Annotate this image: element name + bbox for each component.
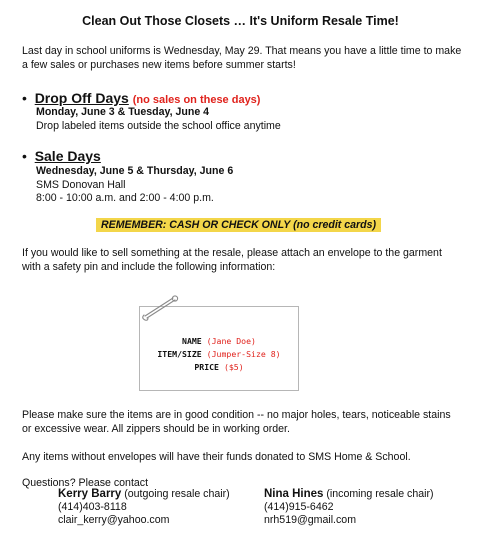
tag-name-label: NAME	[182, 336, 202, 346]
contact-role: (outgoing resale chair)	[124, 488, 230, 500]
safety-pin-icon	[140, 292, 180, 322]
bullet-mark: •	[22, 148, 27, 164]
dropoff-section	[22, 91, 260, 107]
intro-paragraph: Last day in school uniforms is Wednesday, May 29. That means you have a little time to make a few sales or purchases new items before summer starts!	[22, 45, 462, 71]
donation-paragraph: Any items without envelopes will have their funds donated to SMS Home & School.	[22, 451, 411, 463]
sale-heading: Sale Days	[34, 148, 101, 164]
contact-name: Nina Hines	[264, 488, 324, 500]
contact-phone: (414)915-6462	[264, 501, 334, 513]
tag-price-line	[140, 361, 298, 374]
tag-name-line	[140, 335, 298, 348]
dropoff-details	[36, 106, 281, 133]
dropoff-detail: Drop labeled items outside the school office anytime	[36, 119, 281, 132]
dropoff-note: (no sales on these days)	[132, 94, 261, 106]
sale-details	[36, 165, 233, 206]
dropoff-dates: Monday, June 3 & Tuesday, June 4	[36, 106, 210, 118]
contact-role: (incoming resale chair)	[326, 488, 434, 500]
contact-card-nina	[264, 488, 434, 527]
contact-card-kerry	[58, 488, 230, 527]
contact-phone: (414)403-8118	[58, 501, 127, 513]
contact-email[interactable]: clair_kerry@yahoo.com	[58, 514, 170, 526]
contact-name: Kerry Barry	[58, 488, 122, 500]
condition-paragraph: Please make sure the items are in good condition -- no major holes, tears, noticeable stains or excessive wear. All zippers should be in working order.	[22, 409, 451, 435]
sale-section	[22, 149, 101, 163]
tag-price-label: PRICE	[194, 362, 219, 372]
instructions-paragraph: If you would like to sell something at the resale, please attach an envelope to the garment with a safety pin and include the following information:	[22, 247, 442, 273]
payment-reminder: REMEMBER: CASH OR CHECK ONLY (no credit cards)	[96, 218, 381, 232]
bullet-mark: •	[22, 90, 27, 106]
questions-line: Questions? Please contact	[22, 477, 149, 489]
sale-hours: 8:00 - 10:00 a.m. and 2:00 - 4:00 p.m.	[36, 192, 214, 204]
tag-item-example: (Jumper-Size 8)	[206, 349, 281, 359]
tag-name-example: (Jane Doe)	[206, 336, 256, 346]
contact-email[interactable]: nrh519@gmail.com	[264, 514, 357, 526]
sale-dates: Wednesday, June 5 & Thursday, June 6	[36, 165, 234, 177]
page-title: Clean Out Those Closets … It's Uniform Resale Time!	[82, 14, 399, 28]
sale-location: SMS Donovan Hall	[36, 178, 126, 191]
tag-item-line	[140, 348, 298, 361]
dropoff-heading: Drop Off Days	[34, 90, 129, 106]
tag-item-label: ITEM/SIZE	[157, 349, 202, 359]
tag-price-example: ($5)	[223, 362, 244, 372]
